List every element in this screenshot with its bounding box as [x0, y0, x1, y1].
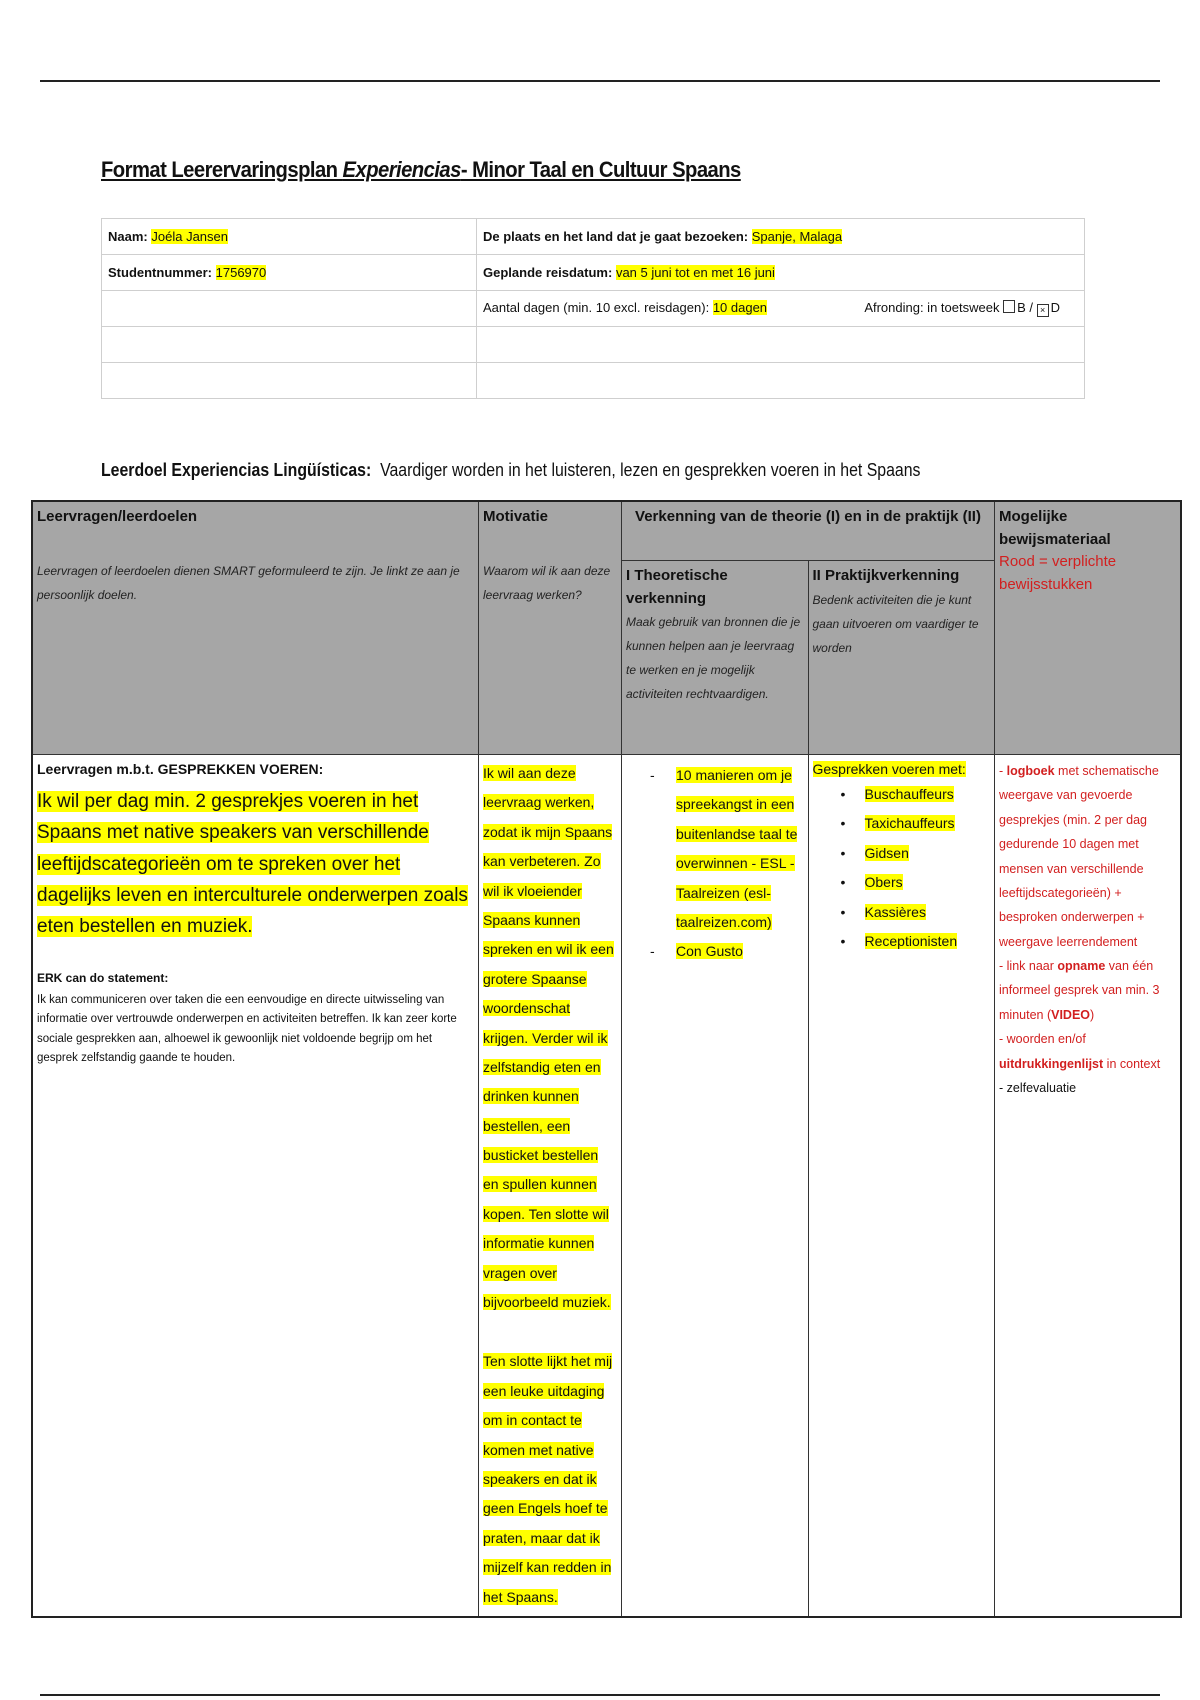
list-item[interactable]: - 10 manieren om je spreekangst in een buitenlandse taal te overwinnen - ESL - Taalreizen (esl-taalreizen.com) [676, 761, 804, 937]
top-rule [40, 80, 1160, 82]
naam-cell: Naam: Joéla Jansen [102, 219, 477, 255]
cell-theoretisch [622, 755, 809, 1617]
header-leervragen: Leervragen/leerdoelen Leervragen of leerdoelen dienen SMART geformuleerd te zijn. Je linkt ze aan je persoonlijk doelen. [32, 501, 479, 755]
bewijs-woordenlijst: - woorden en/of uitdrukkingenlijst in context [999, 1032, 1161, 1071]
afronding: Afronding: in toetsweek B / × D [864, 300, 1060, 315]
studentnummer-cell: Studentnummer: 1756970 [102, 255, 477, 291]
list-item: • Taxichauffeurs [865, 809, 991, 838]
leervraag-text: Ik wil per dag min. 2 gesprekjes voeren in het Spaans met native speakers van verschillende leeftijdscategorieën om te spreken over het dagelijks leven en interculturele onderwerpen zoals eten bestellen en muziek. [37, 791, 468, 938]
reisdatum-cell: Geplande reisdatum: van 5 juni tot en met 16 juni [477, 255, 1085, 291]
motivatie-2: Ten slotte lijkt het mij een leuke uitdaging om in contact te komen met native speakers en dat ik geen Engels hoef te praten, maar dat ik mijzelf kan redden in het Spaans. [483, 1353, 613, 1605]
student-info-table [101, 218, 1085, 399]
cell-leervragen: Leervragen m.b.t. GESPREKKEN VOEREN: Ik wil per dag min. 2 gesprekjes voeren in het Spaans met native speakers van verschillende leeftijdscategorieën om te spreken over het dagelijks leven en interculturele onderwerpen zoals eten bestellen en muziek. ERK can do statement: Ik kan communiceren over taken die een eenvoudige en directe uitwisseling van informatie over vertrouwde onderwerpen en activiteiten betreffen. Ik kan zeer korte sociale gesprekken aan, alhoewel ik gewoonlijk niet voldoende begrijp om het gesprek zelfstandig gaande te houden. [32, 755, 479, 1617]
cell-motivatie [479, 755, 622, 1617]
page-title: Format Leerervaringsplan Experiencias- Minor Taal en Cultuur Spaans [101, 157, 741, 182]
leerdoel-heading: Leerdoel Experiencias Lingüísticas: Vaardiger worden in het luisteren, lezen en gesprekken voeren in het Spaans [101, 460, 921, 480]
header-theoretisch: I Theoretische verkenning Maak gebruik van bronnen die je kunnen helpen aan je leervraag te werken en je mogelijk activiteiten rechtvaardigen. [622, 561, 809, 755]
empty-cell [477, 363, 1085, 399]
empty-cell [102, 363, 477, 399]
erk-statement: Ik kan communiceren over taken die een eenvoudige en directe uitwisseling van informatie over vertrouwde onderwerpen en activiteiten betreffen. Ik kan zeer korte sociale gesprekken aan, alhoewel ik gewoonlijk niet voldoende begrijp om het gesprek zelfstandig gaande te houden. [37, 993, 457, 1065]
plaats-value: Spanje, Malaga [751, 229, 843, 244]
naam-value: Joéla Jansen [151, 229, 228, 244]
studentnummer-value: 1756970 [215, 265, 267, 280]
cell-praktijk: Gesprekken voeren met: • Buschauffeurs • Taxichauffeurs • Gidsen • Obers • Kassières • Receptionisten [808, 755, 995, 1617]
dagen-cell: Aantal dagen (min. 10 excl. reisdagen): 10 dagen Afronding: in toetsweek B / × D [477, 291, 1085, 327]
header-bewijsmateriaal: Mogelijke bewijsmateriaal Rood = verplichte bewijsstukken [995, 501, 1182, 755]
list-item: • Buschauffeurs [865, 780, 991, 809]
list-item: • Gidsen [865, 839, 991, 868]
plaats-cell: De plaats en het land dat je gaat bezoeken: Spanje, Malaga [477, 219, 1085, 255]
empty-cell [477, 327, 1085, 363]
cell-bewijsmateriaal [995, 755, 1182, 1617]
bewijs-zelfevaluatie: - zelfevaluatie [999, 1080, 1077, 1095]
bewijs-logboek: - logboek met schematische weergave van gevoerde gesprekjes (min. 2 per dag gedurende 10 dagen met mensen van verschillende leeftijdscategorieën) + besproken onderwerpen + weergave leerrendement [999, 764, 1159, 949]
list-item: - Con Gusto [676, 937, 804, 966]
list-item: • Receptionisten [865, 927, 991, 956]
list-item: • Obers [865, 868, 991, 897]
header-verkenning: Verkenning van de theorie (I) en in de praktijk (II) [622, 501, 995, 561]
learning-plan-table [31, 500, 1182, 1618]
header-motivatie: Motivatie Waarom wil ik aan deze leervraag werken? [479, 501, 622, 755]
content-row [32, 755, 1181, 1617]
checkbox-d-checked[interactable]: × [1037, 304, 1049, 317]
empty-cell [102, 327, 477, 363]
list-item: • Kassières [865, 898, 991, 927]
motivatie-1: Ik wil aan deze leervraag werken, zodat ik mijn Spaans kan verbeteren. Zo wil ik vloeiender Spaans kunnen spreken en wil ik een grotere Spaanse woordenschat krijgen. Verder wil ik zelfstandig eten en drinken kunnen bestellen, een busticket bestellen en spullen kunnen kopen. Ten slotte wil informatie kunnen vragen over bijvoorbeeld muziek. [483, 765, 614, 1311]
checkbox-b[interactable] [1003, 300, 1015, 313]
header-row [32, 501, 1181, 561]
reisdatum-value: van 5 juni tot en met 16 juni [615, 265, 775, 280]
bottom-rule [40, 1694, 1160, 1696]
dagen-value: 10 dagen [712, 300, 768, 315]
bewijs-opname: - link naar opname van één informeel gesprek van min. 3 minuten (VIDEO) [999, 959, 1160, 1022]
empty-cell [102, 291, 477, 327]
header-praktijk: II Praktijkverkenning Bedenk activiteiten die je kunt gaan uitvoeren om vaardiger te worden [808, 561, 995, 755]
